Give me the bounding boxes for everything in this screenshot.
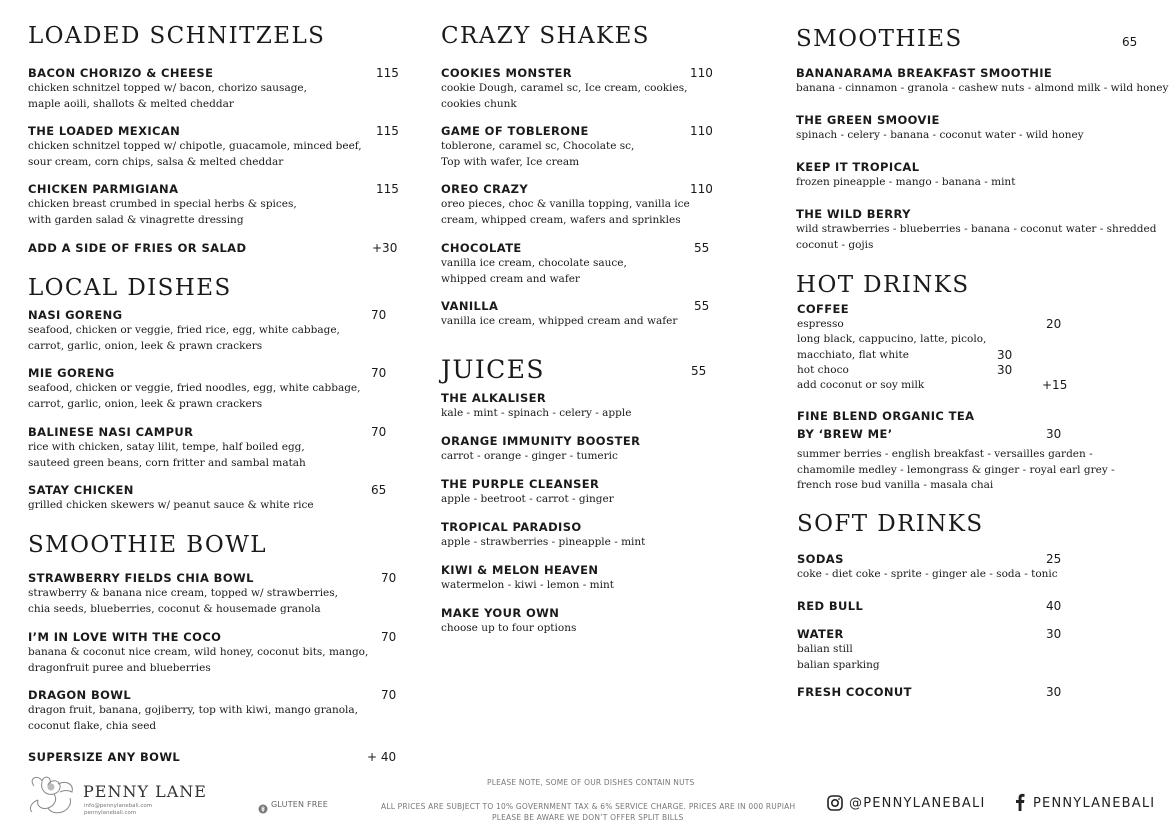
item-price: 110 — [690, 182, 713, 196]
coffee-line: long black, cappucino, latte, picolo, — [797, 333, 987, 345]
menu-item — [797, 599, 863, 614]
item-description: vanilla ice cream, whipped cream and wafer — [441, 315, 678, 327]
item-name: KEEP IT TROPICAL — [796, 160, 920, 174]
menu-item — [28, 241, 246, 256]
item-description: balian still — [797, 643, 853, 655]
item-name: WATER — [797, 627, 844, 641]
item-name: ADD A SIDE OF FRIES OR SALAD — [28, 241, 247, 255]
item-description: maple aoili, shallots & melted cheddar — [28, 97, 234, 110]
section-title-soft-drinks: SOFT DRINKS — [797, 511, 984, 537]
item-name: GAME OF TOBLERONE — [441, 124, 589, 138]
item-description: dragonfruit puree and blueberries — [28, 661, 211, 674]
item-description: apple - beetroot - carrot - ginger — [441, 493, 614, 505]
brand-email[interactable]: info@pennylanebali.com — [84, 803, 153, 809]
section-title-hot-drinks: HOT DRINKS — [796, 272, 970, 298]
item-name: STRAWBERRY FIELDS CHIA BOWL — [28, 571, 254, 585]
item-description: whipped cream and wafer — [441, 272, 580, 285]
item-price: 30 — [997, 363, 1013, 377]
section-title-smoothies: SMOOTHIES — [796, 26, 963, 52]
item-description: choose up to four options — [441, 622, 577, 634]
item-name: SODAS — [797, 552, 844, 566]
menu-item — [28, 124, 362, 170]
menu-item — [28, 366, 361, 412]
item-description: grilled chicken skewers w/ peanut sauce & white rice — [28, 499, 314, 511]
item-description: cookie Dough, caramel sc, Ice cream, cookies, — [441, 82, 688, 94]
item-name: SATAY CHICKEN — [28, 483, 134, 497]
menu-item — [441, 299, 677, 330]
item-description: oreo pieces, choc & vanilla topping, vanilla ice — [441, 198, 690, 210]
item-description: wild strawberries - blueberries - banana - coconut water - shredded — [796, 223, 1157, 235]
menu-item — [441, 520, 645, 551]
item-description: dragon fruit, banana, gojiberry, top with kiwi, mango granola, — [28, 704, 359, 716]
menu-item — [28, 182, 297, 228]
menu-item — [796, 207, 1156, 253]
item-name: I’M IN LOVE WITH THE COCO — [28, 630, 222, 644]
menu-item — [28, 483, 314, 514]
menu-item — [28, 688, 358, 734]
item-price: 30 — [1046, 685, 1062, 699]
item-price: 115 — [376, 66, 399, 80]
menu-item — [28, 308, 340, 354]
item-name: VANILLA — [441, 299, 499, 313]
instagram-icon[interactable] — [827, 795, 843, 811]
item-description: carrot - orange - ginger - tumeric — [441, 450, 618, 462]
item-name: RED BULL — [797, 599, 864, 613]
item-description: seafood, chicken or veggie, fried rice, egg, white cabbage, — [28, 324, 340, 336]
menu-item — [796, 160, 1015, 191]
item-name: BANANARAMA BREAKFAST SMOOTHIE — [796, 66, 1053, 80]
item-description: spinach - celery - banana - coconut water - wild honey — [796, 129, 1084, 141]
facebook-icon[interactable] — [1015, 793, 1025, 811]
item-name: THE ALKALISER — [441, 391, 547, 405]
menu-item — [796, 66, 1168, 97]
item-description: carrot, garlic, onion, leek & prawn crackers — [28, 339, 263, 352]
menu-item — [441, 391, 631, 422]
menu-item — [441, 182, 690, 228]
menu-item — [441, 563, 614, 594]
item-description: chia seeds, blueberries, coconut & housemade granola — [28, 602, 321, 615]
brand-website[interactable]: pennylanebali.com — [84, 810, 137, 816]
item-name: ORANGE IMMUNITY BOOSTER — [441, 434, 641, 448]
item-description: sour cream, corn chips, salsa & melted cheddar — [28, 155, 284, 168]
item-description: seafood, chicken or veggie, fried noodles, egg, white cabbage, — [28, 382, 361, 394]
gluten-free-icon — [258, 799, 268, 809]
item-name: NASI GORENG — [28, 308, 123, 322]
item-price: +15 — [1042, 378, 1068, 392]
item-name: BALINESE NASI CAMPUR — [28, 425, 194, 439]
menu-item — [796, 113, 1084, 144]
section-title-local-dishes: LOCAL DISHES — [28, 275, 232, 301]
split-bills-note: PLEASE BE AWARE WE DON’T OFFER SPLIT BILLS — [492, 813, 684, 822]
menu-item — [28, 750, 180, 765]
coffee-line: add coconut or soy milk — [797, 379, 925, 391]
item-name: THE GREEN SMOOVIE — [796, 113, 940, 127]
menu-item — [441, 606, 576, 637]
coffee-line: espresso — [797, 318, 844, 330]
coffee-line: hot choco — [797, 364, 849, 376]
item-description: watermelon - kiwi - lemon - mint — [441, 579, 614, 591]
item-price: 70 — [381, 571, 397, 585]
coffee-line: macchiato, flat white — [797, 349, 909, 361]
item-description: apple - strawberries - pineapple - mint — [441, 536, 646, 548]
item-description: rice with chicken, satay lilit, tempe, half boiled egg, — [28, 441, 305, 453]
item-name: KIWI & MELON HEAVEN — [441, 563, 599, 577]
instagram-handle[interactable]: @PENNYLANEBALI — [849, 796, 986, 811]
item-name: MAKE YOUR OWN — [441, 606, 560, 620]
item-description: frozen pineapple - mango - banana - mint — [796, 176, 1016, 188]
item-description: chicken schnitzel topped w/ bacon, chorizo sausage, — [28, 82, 307, 94]
item-name: CHICKEN PARMIGIANA — [28, 182, 179, 196]
item-price: 70 — [381, 630, 397, 644]
cherub-logo-icon — [24, 772, 80, 818]
item-name: TROPICAL PARADISO — [441, 520, 582, 534]
menu-item — [441, 124, 634, 170]
item-name: THE WILD BERRY — [796, 207, 911, 221]
item-price: 70 — [371, 366, 387, 380]
item-name: BY ‘BREW ME’ — [797, 427, 893, 441]
item-description: coconut flake, chia seed — [28, 719, 157, 732]
item-description: sauteed green beans, corn fritter and sambal matah — [28, 456, 306, 469]
menu-item — [797, 552, 1058, 583]
facebook-handle[interactable]: PENNYLANEBALI — [1033, 796, 1156, 811]
item-name: THE PURPLE CLEANSER — [441, 477, 600, 491]
item-name: CHOCOLATE — [441, 241, 522, 255]
item-name: COOKIES MONSTER — [441, 66, 573, 80]
nuts-note: PLEASE NOTE, SOME OF OUR DISHES CONTAIN NUTS — [487, 778, 695, 787]
item-description: balian sparking — [797, 658, 880, 671]
item-description: kale - mint - spinach - celery - apple — [441, 407, 632, 419]
item-name: COFFEE — [797, 302, 850, 316]
item-price: 55 — [694, 241, 710, 255]
item-description: cream, whipped cream, wafers and sprinkles — [441, 213, 681, 226]
menu-item — [441, 66, 687, 112]
item-price: 30 — [997, 348, 1013, 362]
item-description: coconut - gojis — [796, 238, 874, 251]
item-price: 115 — [376, 124, 399, 138]
item-price: 30 — [1046, 427, 1062, 441]
menu-item — [797, 627, 880, 673]
item-price: 70 — [381, 688, 397, 702]
item-description: cookies chunk — [441, 97, 517, 110]
item-description: toblerone, caramel sc, Chocolate sc, — [441, 140, 635, 152]
section-title-juices: JUICES — [441, 355, 545, 384]
item-name: MIE GORENG — [28, 366, 115, 380]
item-name: SUPERSIZE ANY BOWL — [28, 750, 181, 764]
item-name: BACON CHORIZO & CHEESE — [28, 66, 214, 80]
item-price: 30 — [1046, 627, 1062, 641]
item-description: with garden salad & vinagrette dressing — [28, 213, 244, 226]
item-description: carrot, garlic, onion, leek & prawn crackers — [28, 397, 263, 410]
item-price: 20 — [1046, 317, 1062, 331]
item-name: THE LOADED MEXICAN — [28, 124, 181, 138]
item-name: OREO CRAZY — [441, 182, 529, 196]
item-price: 55 — [694, 299, 710, 313]
section-title-loaded-schnitzels: LOADED SCHNITZELS — [28, 23, 326, 49]
item-price: 40 — [1046, 599, 1062, 613]
item-description: banana & coconut nice cream, wild honey, coconut bits, mango, — [28, 646, 369, 658]
menu-item — [441, 241, 627, 287]
section-price: 55 — [691, 364, 707, 378]
section-title-smoothie-bowl: SMOOTHIE BOWL — [28, 532, 267, 558]
item-description: banana - cinnamon - granola - cashew nuts - almond milk - wild honey — [796, 82, 1169, 94]
item-price: +30 — [372, 241, 398, 255]
item-price: 70 — [371, 308, 387, 322]
item-price: 70 — [371, 425, 387, 439]
item-price: 115 — [376, 182, 399, 196]
tax-note: ALL PRICES ARE SUBJECT TO 10% GOVERNMENT TAX & 6% SERVICE CHARGE. PRICES ARE IN 000 RUPIAH — [381, 802, 796, 811]
item-description: chamomile medley - lemongrass & ginger - royal earl grey - — [797, 463, 1115, 476]
brand-name: PENNY LANE — [83, 782, 207, 801]
item-description: strawberry & banana nice cream, topped w/ strawberries, — [28, 587, 338, 599]
menu-item — [441, 434, 640, 465]
item-price: 110 — [690, 66, 713, 80]
item-name: FINE BLEND ORGANIC TEA — [797, 409, 975, 423]
item-description: Top with wafer, Ice cream — [441, 155, 580, 168]
item-name: DRAGON BOWL — [28, 688, 132, 702]
menu-item — [441, 477, 614, 508]
menu-item — [28, 425, 306, 471]
item-description: vanilla ice cream, chocolate sauce, — [441, 257, 627, 269]
item-description: chicken schnitzel topped w/ chipotle, guacamole, minced beef, — [28, 140, 362, 152]
menu-item — [28, 571, 338, 617]
menu-item — [797, 302, 849, 317]
item-description: coke - diet coke - sprite - ginger ale - soda - tonic — [797, 568, 1058, 580]
item-description: french rose bud vanilla - masala chai — [797, 479, 994, 491]
menu-item — [28, 630, 368, 676]
item-price: 25 — [1046, 552, 1062, 566]
item-description: chicken breast crumbed in special herbs & spices, — [28, 198, 297, 210]
item-price: 65 — [371, 483, 387, 497]
item-description: summer berries - english breakfast - versailles garden - — [797, 448, 1093, 460]
item-price: + 40 — [367, 750, 397, 764]
item-name: FRESH COCONUT — [797, 685, 912, 699]
gluten-free-label: GLUTEN FREE — [271, 800, 329, 809]
section-title-crazy-shakes: CRAZY SHAKES — [441, 23, 650, 49]
section-price: 65 — [1122, 35, 1138, 49]
item-price: 110 — [690, 124, 713, 138]
menu-item — [797, 685, 912, 700]
menu-item — [28, 66, 307, 112]
menu-item — [797, 409, 1115, 494]
